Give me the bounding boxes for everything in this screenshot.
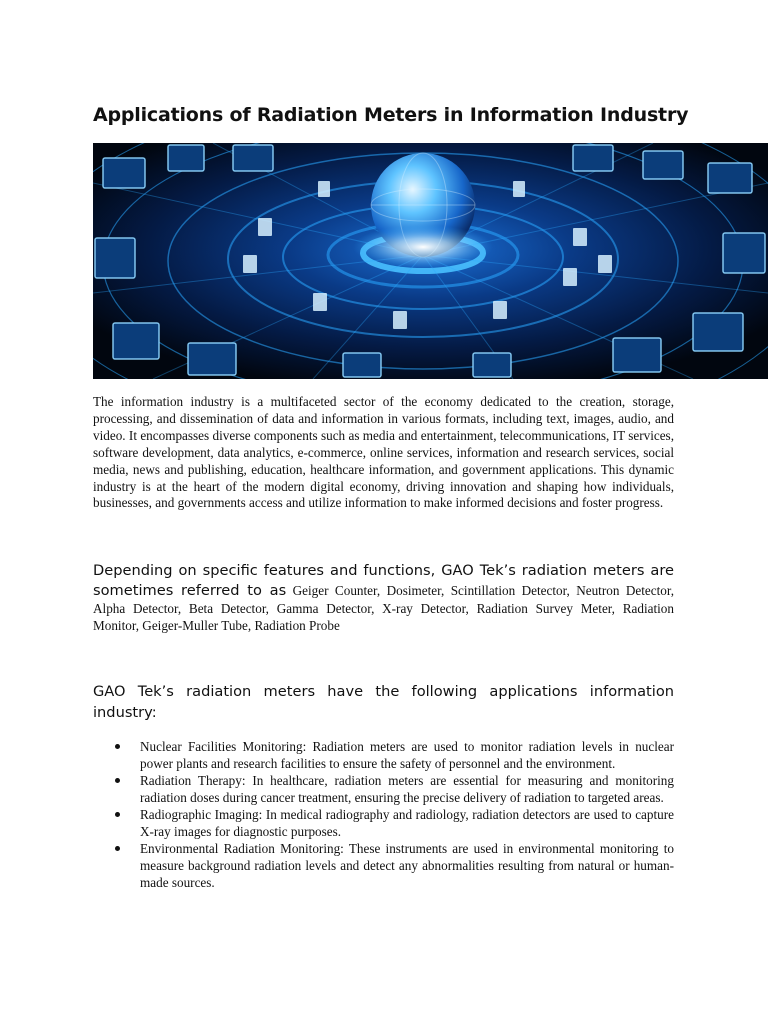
intro-paragraph: The information industry is a multifaceted sector of the economy dedicated to the creation, storage, processing, and dissemination of data and information in various formats, including text, images, audio, and video. It encompasses diverse components such as media and entertainment, telecommunications, IT services, software development, data analytics, e-commerce, online services, information and research services, social media, news and publishing, education, healthcare information, and government applications. This dynamic industry is at the heart of the modern digital economy, driving innovation and shaping how individuals, businesses, and governments access and utilize information to make informed decisions and foster progress. [93,394,674,511]
list-item [93,772,674,806]
list-item-text: Environmental Radiation Monitoring: These instruments are used in environmental monitoring to measure background radiation levels and detect any abnormalities resulting from natural or human-made sources. [140,841,674,890]
list-item-text: Radiographic Imaging: In medical radiography and radiology, radiation detectors are used to capture X-ray images for diagnostic purposes. [140,807,674,839]
list-item-text: Radiation Therapy: In healthcare, radiation meters are essential for measuring and monitoring radiation doses during cancer treatment, ensuring the precise delivery of radiation to targeted areas. [140,773,674,805]
applications-list [93,738,674,891]
list-item [93,840,674,891]
alternate-names-list: Geiger Counter, Dosimeter, Scintillation Detector, Neutron Detector, Alpha Detector, Beta Detector, Gamma Detector, X-ray Detector, Radiation Survey Meter, Radiation Monitor, Geiger-Muller Tube, Radiation Probe [93,583,674,633]
bullet-icon [115,846,120,851]
bullet-icon [115,778,120,783]
alternate-names-lead: Depending on specific features and functions, GAO Tek’s radiation meters are sometimes referred to as [93,562,674,599]
bullet-icon [115,744,120,749]
list-item [93,806,674,840]
alternate-names-paragraph [93,561,674,635]
network-globe-illustration [93,143,768,379]
hero-image-network-globe [93,143,768,379]
list-item-text: Nuclear Facilities Monitoring: Radiation meters are used to monitor radiation levels in nuclear power plants and research facilities to ensure the safety of personnel and the environment. [140,739,674,771]
bullet-icon [115,812,120,817]
page-title: Applications of Radiation Meters in Information Industry [93,104,689,126]
list-item [93,738,674,772]
applications-heading: GAO Tek’s radiation meters have the following applications information industry: [93,683,674,721]
